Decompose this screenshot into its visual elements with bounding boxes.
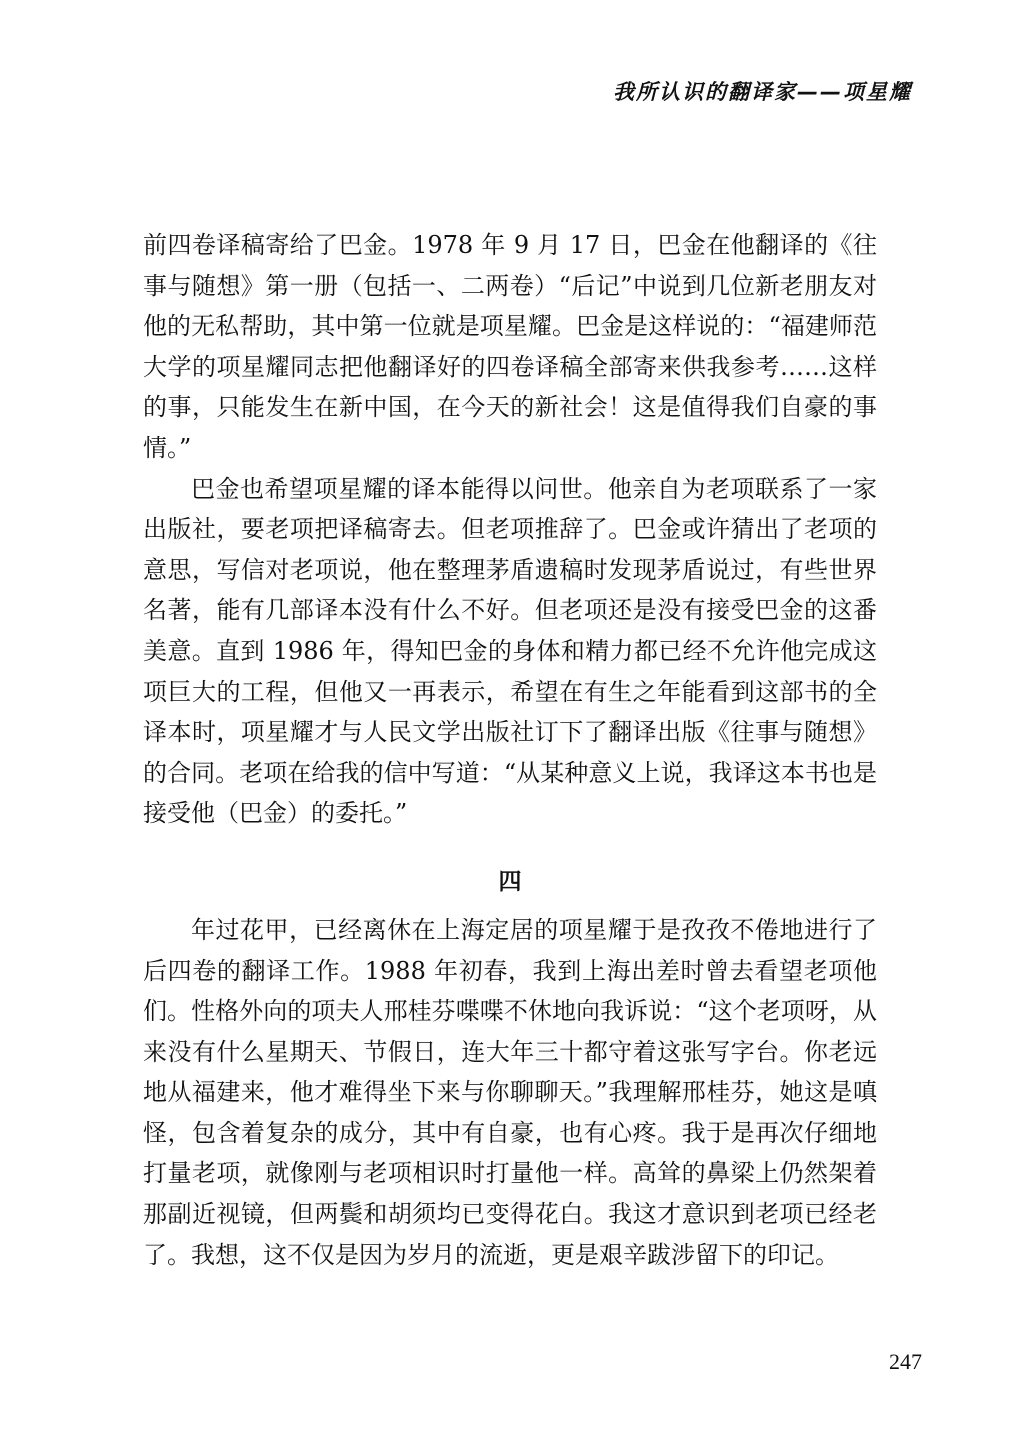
paragraph: 年过花甲，已经离休在上海定居的项星耀于是孜孜不倦地进行了后四卷的翻译工作。1988 年初春，我到上海出差时曾去看望老项他们。性格外向的项夫人邢桂芬喋喋不休地向我诉说：“这个老项呀，从来没有什么星期天、节假日，连大年三十都守着这张写字台。你老远地从福建来，他才难得坐下来与你聊聊天。”我理解邢桂芬，她这是嗔怪，包含着复杂的成分，其中有自豪，也有心疼。我于是再次仔细地打量老项，就像刚与老项相识时打量他一样。高耸的鼻梁上仍然架着那副近视镜，但两鬓和胡须均已变得花白。我这才意识到老项已经老了。我想，这不仅是因为岁月的流逝，更是艰辛跋涉留下的印记。 xyxy=(143,915,877,1269)
body-text xyxy=(143,225,877,1275)
section-heading: 四 xyxy=(498,868,522,895)
running-head: 我所认识的翻译家——项星耀 xyxy=(613,80,912,104)
page-number: 247 xyxy=(889,1349,922,1374)
paragraph: 巴金也希望项星耀的译本能得以问世。他亲自为老项联系了一家出版社，要老项把译稿寄去。但老项推辞了。巴金或许猜出了老项的意思，写信对老项说，他在整理茅盾遗稿时发现茅盾说过，有些世界名著，能有几部译本没有什么不好。但老项还是没有接受巴金的这番美意。直到 1986 年，得知巴金的身体和精力都已经不允许他完成这项巨大的工程，但他又一再表示，希望在有生之年能看到这部书的全译本时，项星耀才与人民文学出版社订下了翻译出版《往事与随想》的合同。老项在给我的信中写道：“从某种意义上说，我译这本书也是接受他（巴金）的委托。” xyxy=(143,474,877,828)
paragraph: 前四卷译稿寄给了巴金。1978 年 9 月 17 日，巴金在他翻译的《往事与随想》第一册（包括一、二两卷）“后记”中说到几位新老朋友对他的无私帮助，其中第一位就是项星耀。巴金是这样说的：“福建师范大学的项星耀同志把他翻译好的四卷译稿全部寄来供我参考……这样的事，只能发生在新中国，在今天的新社会！这是值得我们自豪的事情。” xyxy=(143,231,877,462)
